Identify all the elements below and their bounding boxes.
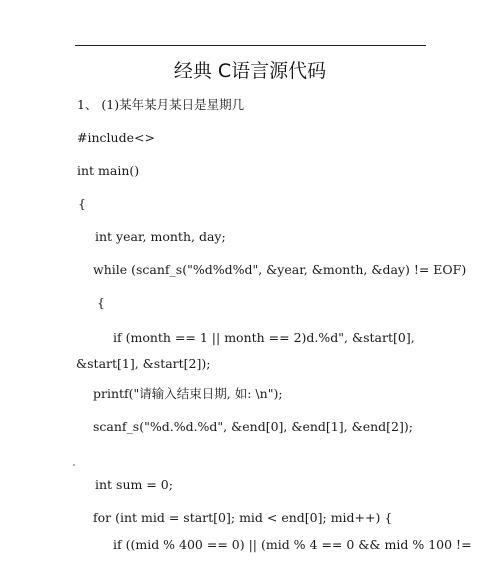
code-line-inner-brace: {	[97, 295, 105, 310]
section-heading: 1、 (1)某年某月某日是星期几	[77, 97, 245, 112]
stray-mark	[73, 464, 75, 466]
code-line-sum: int sum = 0;	[95, 477, 173, 492]
code-line-open-brace: {	[78, 196, 86, 211]
code-line-start-args: &start[1], &start[2]);	[76, 356, 211, 371]
code-line-main: int main()	[77, 163, 140, 178]
code-line-declare: int year, month, day;	[95, 229, 226, 244]
code-line-scanf-end: scanf_s("%d.%d.%d", &end[0], &end[1], &end[2]);	[93, 419, 413, 434]
code-line-printf: printf("请输入结束日期, 如: \n");	[93, 386, 283, 401]
code-line-for: for (int mid = start[0]; mid < end[0]; mid++) {	[93, 510, 393, 525]
code-line-include: #include<>	[77, 130, 155, 145]
code-line-if-month: if (month == 1 || month == 2)d.%d", &start[0],	[113, 330, 415, 345]
code-line-while: while (scanf_s("%d%d%d", &year, &month, &day) != EOF)	[93, 262, 467, 277]
code-line-leap-check: if ((mid % 400 == 0) || (mid % 4 == 0 && mid % 100 !=	[113, 537, 472, 552]
document-title: 经典 C语言源代码	[173, 60, 327, 82]
header-rule	[75, 45, 426, 46]
